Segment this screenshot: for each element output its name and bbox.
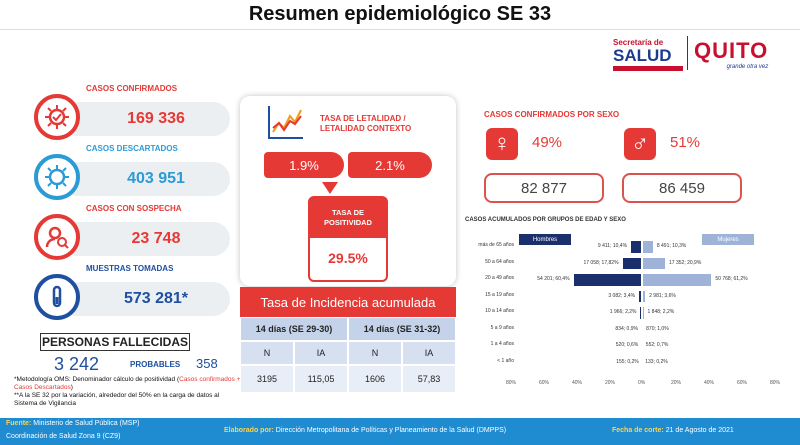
person-search-icon [34,214,80,260]
pyramid-axis-tick: 80% [506,380,517,386]
female-pct: 49% [532,134,563,151]
card-label: CASOS DESCARTADOS [86,144,178,153]
logo-divider [687,36,688,70]
table-cell: 57,83 [402,365,456,393]
table-header: 14 días (SE 31-32) [348,317,456,341]
pyramid-age-label: 20 a 49 años [485,275,514,281]
pyramid-age-label: más de 65 años [478,242,514,248]
secretaria-logo [613,36,683,72]
pyramid-label-mujeres: 552; 0,7% [645,342,669,348]
male-pct: 51% [670,134,701,151]
pyramid-axis-tick: 0% [638,380,646,386]
card-value: 169 336 [60,102,230,136]
table-cell: 1606 [348,365,402,393]
footer-coord: Coordinación de Salud Zona 9 (CZ9) [6,433,121,440]
table-cell: 3195 [240,365,294,393]
pyramid-axis-tick: 80% [770,380,781,386]
pyramid-bar-mujeres [642,306,645,320]
pyramid-chart [466,228,786,390]
pyramid-label-mujeres: 1 848; 2,2% [647,309,675,315]
probables-label: PROBABLES [130,360,181,369]
pyramid-label-hombres: 9 411; 10,4% [597,243,628,249]
letalidad-value: 1.9% [264,152,344,178]
pyramid-label-mujeres: 133; 0,2% [645,358,668,365]
test-tube-icon [34,274,80,320]
pyramid-bar-mujeres [642,323,644,337]
pyramid-bar-hombres [622,257,642,271]
positividad-label: TASA DE POSITIVIDAD [310,198,386,238]
table-cell: N [348,341,402,365]
card-descartados [34,144,234,200]
sexo-title: CASOS CONFIRMADOS POR SEXO [484,110,620,119]
secretaria-big-text: SALUD [613,45,672,65]
footer-elaborado: Elaborado por: Dirección Metropolitana de Políticas y Planeamiento de la Salud (DMPPS) [224,427,507,434]
methodology-note: *Metodología OMS: Denominador cálculo de positividad (Casos confirmados + Casos Descartados) **A la SE 32 por la variación, alrededor del 50% en la carga de datos al Sistema de Vigilancia [14,376,241,407]
table-header: 14 días (SE 29-30) [240,317,348,341]
quito-logo [694,36,768,72]
pyramid-bar-mujeres [642,339,644,353]
footer [0,418,800,445]
secretaria-bar [613,66,683,71]
pyramid-title: CASOS ACUMULADOS POR GRUPOS DE EDAD Y SEXO [465,217,626,223]
table-cell: N [240,341,294,365]
pyramid-bar-mujeres [642,273,712,287]
pyramid-label-hombres: 155; 0,2% [616,358,639,365]
pyramid-label-hombres: 3 082; 3,4% [608,292,636,299]
virus-icon [34,154,80,200]
fallecidos-label: PERSONAS FALLECIDAS [41,335,188,349]
positividad-value: 29.5% [328,250,368,266]
letalidad-title: TASA DE LETALIDAD / LETALIDAD CONTEXTO [320,114,412,133]
male-icon: ♂ [624,128,656,160]
male-count: 86 459 [622,173,742,203]
letalidad-contexto-value: 2.1% [348,152,432,178]
pyramid-age-label: 15 a 19 años [485,291,514,298]
pyramid-bar-mujeres [642,240,654,254]
legend-mujeres: Mujeres [702,234,754,245]
pyramid-axis-tick: 60% [737,380,748,386]
card-confirmados [34,84,234,140]
footer-fuente: Fuente: Ministerio de Salud Pública (MSP) [6,420,140,427]
pyramid-label-mujeres: 17 352; 20,9% [669,259,702,266]
table-row [240,341,456,365]
card-sospecha [34,204,234,260]
secretaria-small-text: Secretaría de [613,37,664,47]
pyramid-age-label: < 1 año [497,357,514,364]
pyramid-age-label: 1 a 4 años [490,341,514,347]
positividad-box [308,196,388,282]
card-value: 573 281* [60,282,230,316]
pyramid-label-hombres: 1 966; 2,2% [609,309,637,315]
pyramid-axis-tick: 40% [572,380,583,386]
pyramid-label-mujeres: 870; 1,0% [646,325,669,332]
fallecidos-value: 3 242 [54,354,100,374]
pyramid-bar-hombres [630,240,642,254]
card-value: 403 951 [60,162,230,196]
table-row [240,365,456,393]
card-label: MUESTRAS TOMADAS [86,264,174,273]
table-cell: IA [402,341,456,365]
pyramid-bar-mujeres [642,356,644,370]
probables-value: 358 [196,356,218,371]
card-label: CASOS CON SOSPECHA [86,204,182,213]
pyramid-age-label: 10 a 14 años [485,308,514,314]
pyramid-label-mujeres: 50 768; 61,2% [715,276,748,282]
table-header-row [240,317,456,341]
quito-tagline: grande otra vez [726,64,769,70]
incidencia-title: Tasa de Incidencia acumulada [240,287,456,317]
table-cell: 115,05 [294,365,348,393]
pyramid-label-hombres: 17 058; 17,82% [583,259,619,266]
pyramid-label-mujeres: 8 491; 10,3% [656,243,687,249]
female-count: 82 877 [484,173,604,203]
incidencia-table [240,287,456,393]
pyramid-bar-hombres [573,273,642,287]
quito-text: QUITO [694,38,769,63]
title-bar [0,0,800,30]
pyramid-axis-tick: 40% [704,380,715,386]
pyramid-label-mujeres: 2 981; 3,6% [649,292,676,299]
card-value: 23 748 [60,222,230,256]
pyramid-axis-tick: 60% [539,380,550,386]
line-chart-icon [266,104,306,145]
card-muestras [34,264,234,320]
pyramid-age-label: 50 a 64 años [485,258,514,265]
pyramid-label-hombres: 54 201; 60,4% [537,276,570,282]
pyramid-bar-mujeres [642,290,646,304]
legend-hombres: Hombres [519,234,571,245]
pyramid-axis-tick: 20% [605,380,616,386]
female-icon: ♀ [486,128,518,160]
card-label: CASOS CONFIRMADOS [86,84,178,93]
table-cell: IA [294,341,348,365]
virus-icon [34,94,80,140]
arrow-down-icon [322,182,338,194]
pyramid-label-hombres: 520; 0,6% [615,342,639,348]
page-title: Resumen epidemiológico SE 33 [248,3,552,25]
letalidad-panel [240,96,456,286]
pyramid-label-hombres: 834; 0,9% [615,325,638,332]
footer-corte: Fecha de corte: 21 de Agosto de 2021 [612,427,734,434]
pyramid-axis-tick: 20% [671,380,682,386]
pyramid-age-label: 5 a 9 años [490,324,514,331]
pyramid-bar-mujeres [642,257,666,271]
